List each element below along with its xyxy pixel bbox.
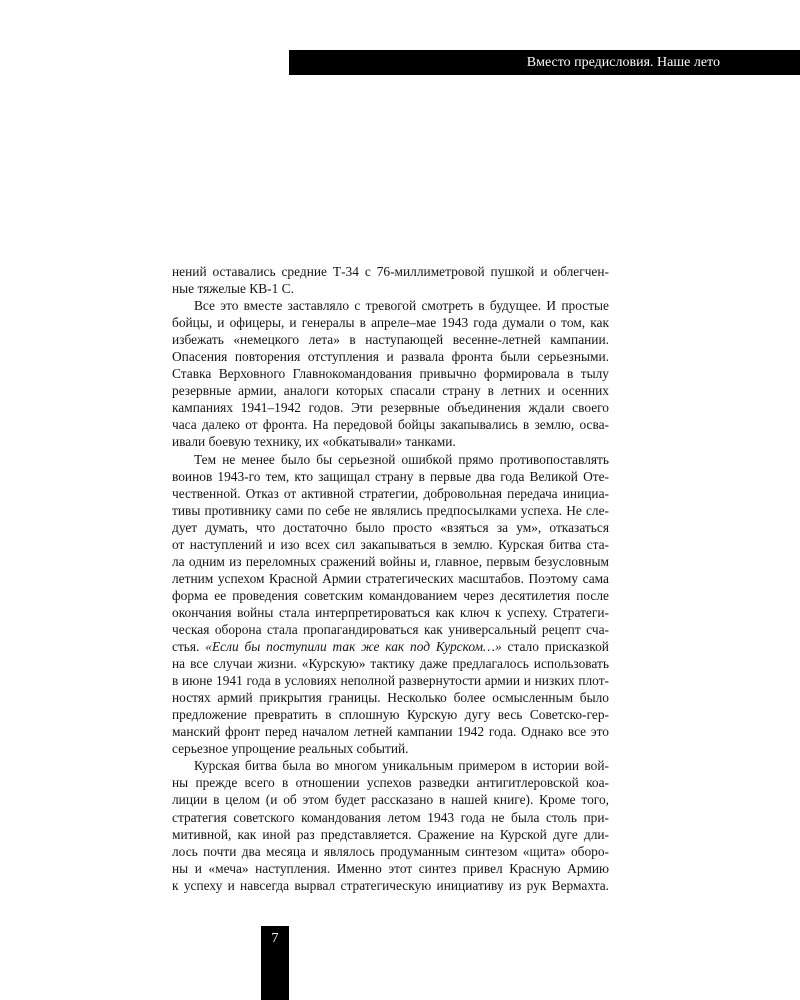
text-fragment: стало присказкой: [507, 639, 609, 655]
text-line: ностях армий прикрытия границы. Несколько более осмысленным было: [172, 690, 609, 706]
text-line: стратегия советского командования летом 1943 года не была столь при-: [172, 809, 609, 825]
text-line: от наступлений и изо всех сил закапываться в землю. Курская битва ста-: [172, 536, 609, 552]
text-fragment: стья.: [172, 639, 200, 655]
text-line: летним успехом Красной Армии стратегических масштабов. Поэтому сама: [172, 570, 609, 586]
text-line: ческая оборона стала пропагандироваться как универсальный рецепт сча-: [172, 621, 609, 637]
running-header-bar: [289, 50, 800, 75]
text-line: бойцы, и офицеры, и генералы в апреле–мае 1943 года думали о том, как: [172, 315, 609, 331]
text-line: чественной. Отказ от активной стратегии, добровольная передача инициа-: [172, 485, 609, 501]
text-line: Ставка Верховного Главнокомандования привычно формировала в тылу: [172, 366, 609, 382]
text-line: Тем не менее было бы серьезной ошибкой прямо противопоставлять: [194, 451, 609, 467]
text-line: Все это вместе заставляло с тревогой смотреть в будущее. И простые: [194, 298, 609, 314]
running-header-title: Вместо предисловия. Наше лето: [526, 55, 720, 70]
text-line: ные тяжелые КВ-1 С.: [172, 281, 294, 297]
text-line: нений оставались средние Т-34 с 76-миллиметровой пушкой и облегчен-: [172, 264, 609, 279]
text-line: к успеху и навсегда вырвал стратегическую инициативу из рук Вермахта.: [172, 877, 609, 893]
text-line: воинов 1943-го тем, кто защищал страну в первые два года Великой Оте-: [172, 468, 609, 484]
page-number-tab: [261, 926, 289, 1000]
text-line: на все случаи жизни. «Курскую» тактику даже предлагалось использовать: [172, 656, 609, 672]
text-line: лиции в целом (и об этом будет рассказано в нашей книге). Кроме того,: [172, 792, 609, 808]
text-line: ивали боевую технику, их «обкатывали» танками.: [172, 434, 456, 450]
text-line: в июне 1941 года в условиях неполной развернутости армии и низких плот-: [172, 673, 609, 689]
text-line: ны и «меча» наступления. Именно этот синтез привел Красную Армию: [172, 860, 609, 876]
text-line: манский фронт перед началом летней кампании 1942 года. Однако все это: [172, 724, 609, 740]
text-line: форма ее проведения советским командованием через десятилетия после: [172, 587, 609, 603]
text-line: серьезное упрощение реальных событий.: [172, 741, 409, 757]
page-number: 7: [271, 931, 279, 946]
text-line: лось почти два месяца и являлось продуманным синтезом «щита» оборо-: [172, 843, 609, 859]
text-line: ны прежде всего в отношении успехов разведки антигитлеровской коа-: [172, 775, 609, 791]
text-line: митивной, как иной раз представляется. Сражение на Курской дуге дли-: [172, 826, 609, 842]
text-line: окончания войны стала интерпретироваться как ключ к успеху. Стратеги-: [172, 604, 609, 620]
text-line: Курская битва была во многом уникальным примером в истории вой-: [194, 758, 609, 774]
text-line: тивы противнику сами по себе не являлись предпосылками успеха. Не сле-: [172, 502, 609, 518]
text-line: кампаниях 1941–1942 годов. Эти резервные объединения ждали своего: [172, 400, 609, 416]
text-line: резервные армии, аналоги которых спасали страну в летних и осенних: [172, 383, 609, 399]
italic-quote: «Если бы поступили так же как под Курском…»: [205, 639, 502, 655]
text-line: избежать «немецкого лета» в наступающей весенне-летней кампании.: [172, 332, 609, 348]
text-line: дует думать, что достаточно было просто «взяться за ум», отказаться: [172, 519, 609, 535]
text-line: часа далеко от фронта. На передовой бойцы закапывались в землю, осва-: [172, 417, 609, 433]
text-line: Опасения повторения отступления и развала фронта были серьезными.: [172, 349, 609, 365]
text-line: предложение превратить в сплошную Курскую дугу весь Советско-гер-: [172, 707, 609, 723]
text-line: ла одним из переломных сражений войны и, главное, первым безусловным: [172, 553, 609, 569]
body-text: [172, 263, 609, 894]
text-line-with-quote: [172, 638, 609, 655]
